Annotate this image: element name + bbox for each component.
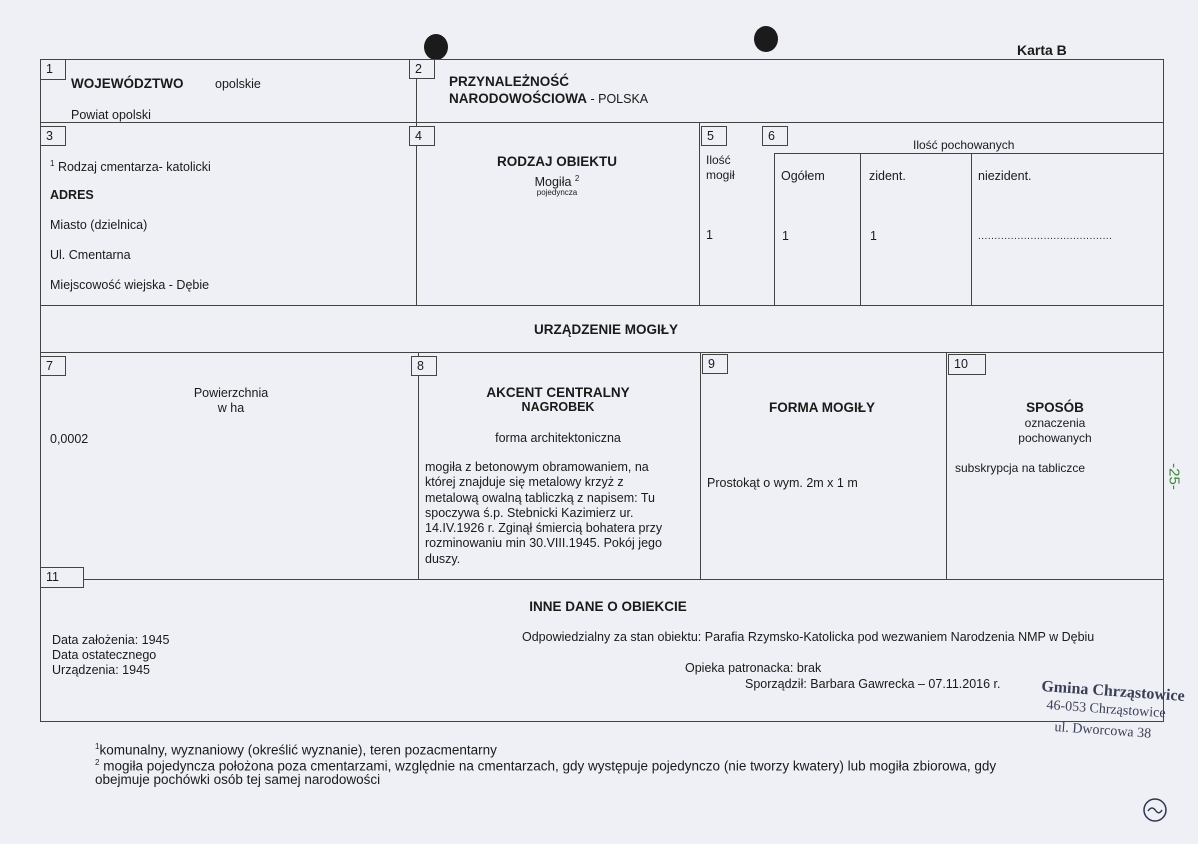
buried-total-value: 1: [782, 229, 789, 243]
box-number-5: 5: [701, 126, 727, 146]
handwritten-page-number: -25-: [1165, 463, 1183, 490]
graves-count-label-line2: mogił: [706, 168, 735, 182]
archive-mark-icon: [1139, 795, 1171, 825]
grave-form-title: FORMA MOGIŁY: [769, 400, 875, 415]
box-number-1: 1: [40, 59, 66, 80]
footnote-2-text: mogiła pojedyncza położona poza cmentarzami, względnie na cmentarzach, gdy występuje pojedynczo (nie tworzy kwatery) lub mogiła zbiorowa, gdy: [103, 758, 997, 774]
address-title: ADRES: [50, 188, 94, 202]
tombstone-subtitle: NAGROBEK: [521, 400, 595, 414]
buried-unidentified-header: niezident.: [978, 169, 1032, 183]
divider-row2: [40, 305, 1164, 306]
buried-identified-header: zident.: [869, 169, 906, 183]
municipality-stamp-line3: ul. Dworcowa 38: [1053, 720, 1152, 742]
final-date-line2: Urządzenia: 1945: [52, 663, 150, 677]
architectural-form-label: forma architektoniczna: [495, 431, 621, 445]
box-number-6: 6: [762, 126, 788, 146]
description-line: spoczywa ś.p. Stebnicki Kazimierz ur.: [425, 505, 634, 520]
box-number-10: 10: [948, 354, 986, 375]
object-type-value-text: Mogiła: [534, 175, 572, 190]
other-data-title: INNE DANE O OBIEKCIE: [529, 599, 687, 614]
address-city: Miasto (dzielnica): [50, 218, 148, 232]
box-number-9: 9: [702, 354, 728, 374]
divider-col-e-top: [971, 153, 972, 305]
nationality-title-line2: [449, 91, 648, 107]
divider-row3: [40, 352, 1164, 353]
area-value: 0,0002: [50, 432, 89, 446]
footnote-2-continued: obejmuje pochówki osób tej samej narodowości: [95, 772, 381, 787]
buried-unidentified-value: .........................................: [978, 231, 1113, 242]
divider-col-b-top: [699, 122, 700, 305]
description-line: rozminowaniu min 30.VIII.1945. Pokój jego: [425, 536, 662, 551]
cemetery-type: [50, 156, 211, 175]
marking-method-sub-line1: oznaczenia: [1024, 416, 1086, 430]
nationality-value: - POLSKA: [587, 92, 649, 106]
description-line: metalową owalną tabliczką z napisem: Tu: [425, 490, 655, 505]
responsible-party: Odpowiedzialny za stan obiektu: Parafia Rzymsko-Katolicka pod wezwaniem Narodzenia NMP w Dębiu: [522, 630, 1095, 644]
object-type-sub: pojedyncza: [536, 188, 578, 197]
divider-row4: [40, 579, 1164, 580]
footnote-1-mark: 1: [95, 742, 100, 751]
voivodeship-title: WOJEWÓDZTWO: [71, 76, 184, 91]
municipality-stamp-line2: 46-053 Chrząstowice: [1045, 698, 1167, 722]
description-line: duszy.: [425, 551, 461, 566]
graves-count-value: 1: [706, 228, 713, 242]
divider-col-b-mid: [700, 352, 701, 579]
punch-hole-right: [754, 26, 778, 52]
box-number-11: 11: [40, 567, 84, 588]
footnote-1-text: komunalny, wyznaniowy (określić wyznanie), teren pozacmentarny: [99, 742, 497, 758]
box-number-3: 3: [40, 126, 66, 146]
divider-col-c-mid: [946, 352, 947, 579]
address-street: Ul. Cmentarna: [50, 248, 131, 262]
divider-row1: [40, 122, 1164, 123]
central-accent-title: AKCENT CENTRALNY: [486, 385, 630, 400]
divider-col-a-mid: [418, 352, 419, 579]
area-label-line2: w ha: [217, 401, 245, 415]
cemetery-type-text: Rodzaj cmentarza- katolicki: [57, 160, 211, 175]
object-type-footnote-ref: 2: [574, 174, 580, 183]
divider-col-c-top: [774, 153, 775, 305]
divider-box6-header: [774, 153, 1164, 154]
tombstone-description: [425, 460, 695, 567]
nationality-title-line2-text: NARODOWOŚCIOWA: [449, 91, 587, 106]
description-line: której znajduje się metalowy krzyż z: [425, 475, 624, 490]
card-label: Karta B: [1017, 42, 1067, 58]
patronage: Opieka patronacka: brak: [685, 661, 822, 675]
founding-date: Data założenia: 1945: [52, 633, 170, 647]
address-village: Miejscowość wiejska - Dębie: [50, 278, 210, 292]
punch-hole-left: [424, 34, 448, 60]
divider-col-a-top: [416, 59, 417, 305]
box-number-8: 8: [411, 356, 437, 376]
buried-total-header: Ogółem: [781, 169, 825, 183]
box-number-4: 4: [409, 126, 435, 146]
nationality-title-line1: PRZYNALEŻNOŚĆ: [449, 74, 570, 89]
divider-col-d-top: [860, 153, 861, 305]
final-date-line1: Data ostatecznego: [52, 648, 157, 662]
box-number-2: 2: [409, 59, 435, 79]
marking-method-sub-line2: pochowanych: [1018, 431, 1092, 445]
description-line: 14.IV.1926 r. Zginął śmiercią bohatera przy: [425, 521, 663, 536]
voivodeship-value: opolskie: [215, 77, 261, 91]
description-line: mogiła z betonowym obramowaniem, na: [425, 460, 649, 474]
municipality-stamp-line1: Gmina Chrząstowice: [1040, 678, 1186, 705]
prepared-by: Sporządził: Barbara Gawrecka – 07.11.2016 r.: [745, 677, 1001, 691]
grave-section-title: URZĄDZENIE MOGIŁY: [534, 322, 678, 337]
box-number-7: 7: [40, 356, 66, 376]
object-type-title: RODZAJ OBIEKTU: [496, 154, 618, 169]
area-label-line1: Powierzchnia: [193, 386, 269, 400]
graves-count-label-line1: Ilość: [706, 153, 731, 167]
buried-count-title: Ilość pochowanych: [913, 138, 1015, 152]
buried-identified-value: 1: [870, 229, 877, 243]
marking-method-title: SPOSÓB: [1026, 400, 1084, 415]
grave-form-value: Prostokąt o wym. 2m x 1 m: [707, 476, 858, 490]
cemetery-type-footnote-ref: 1: [50, 159, 55, 168]
footnote-2-mark: 2: [95, 758, 100, 767]
county-label: Powiat opolski: [71, 108, 151, 122]
marking-method-value: subskrypcja na tabliczce: [955, 461, 1086, 475]
